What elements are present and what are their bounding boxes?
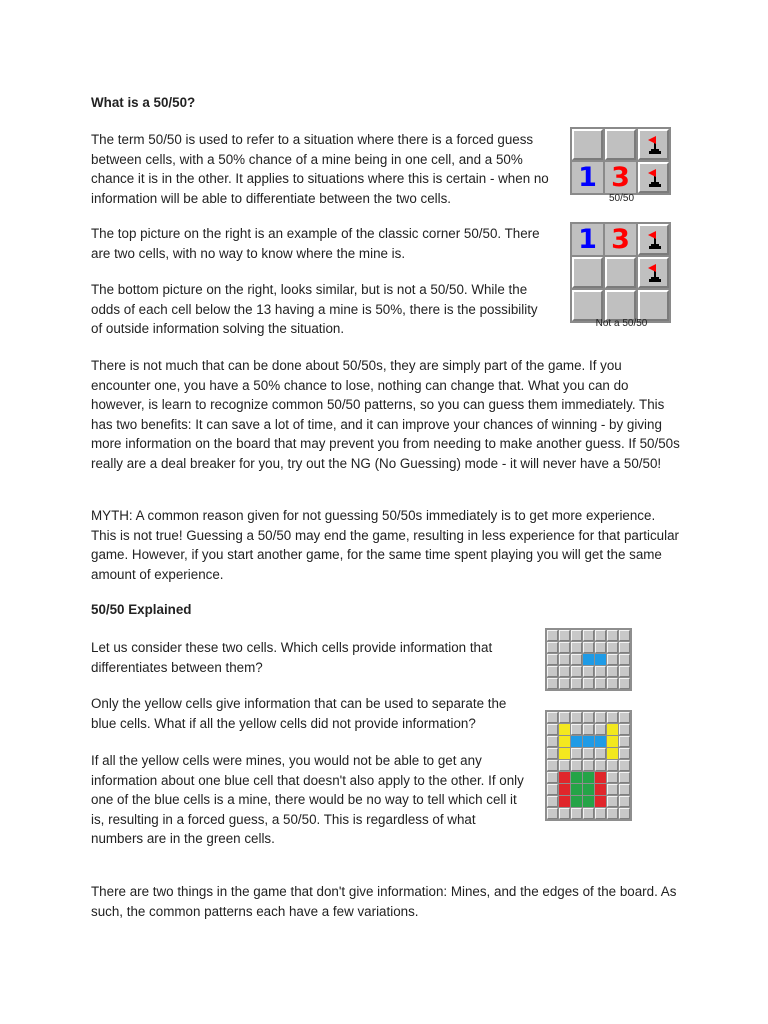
grid-top-cell xyxy=(571,654,582,665)
grid-top-cell xyxy=(595,678,606,689)
grid-bottom-cell-blue xyxy=(571,736,582,747)
grid-bottom-cell-red xyxy=(559,796,570,807)
section-heading-5050-explained: 50/50 Explained xyxy=(91,602,192,617)
grid-bottom-cell xyxy=(595,724,606,735)
grid-bottom-cell-green xyxy=(571,796,582,807)
grid-top-cell-blue xyxy=(595,654,606,665)
grid-top-cell xyxy=(547,642,558,653)
section-heading-what-is-5050: What is a 50/50? xyxy=(91,95,196,110)
fig-bottom-flag-cell xyxy=(638,257,669,288)
fig-bottom-number-3-cell: 3 xyxy=(605,224,636,255)
grid-bottom-cell xyxy=(607,712,618,723)
grid-bottom-cell xyxy=(607,784,618,795)
fig-bottom-unopened-cell xyxy=(605,290,636,321)
grid-bottom-cell xyxy=(595,760,606,771)
grid-top-cell xyxy=(619,666,630,677)
grid-top-cell xyxy=(619,642,630,653)
fig-top-flag-cell xyxy=(638,129,669,160)
grid-top-cell xyxy=(559,654,570,665)
fig-top-flag-cell xyxy=(638,162,669,193)
grid-bottom-cell xyxy=(583,760,594,771)
grid-top-cell xyxy=(559,678,570,689)
grid-bottom-cell-green xyxy=(571,772,582,783)
grid-bottom-cell xyxy=(619,784,630,795)
grid-top-cell xyxy=(607,678,618,689)
grid-bottom-cell-green xyxy=(583,772,594,783)
grid-top-cell xyxy=(559,642,570,653)
grid-bottom-cell xyxy=(607,796,618,807)
fig-top-unopened-cell xyxy=(605,129,636,160)
paragraph-myth: MYTH: A common reason given for not guessing 50/50s immediately is to get more experience. This is not true! Guessing a 50/50 may end the game, resulting in less experience for that particular game. However, if you start another game, for the same time spent playing you will get the same amount of experience. xyxy=(91,508,680,582)
grid-top-cell xyxy=(583,666,594,677)
grid-bottom-cell-green xyxy=(583,796,594,807)
cell-grid-colored-cells xyxy=(545,710,632,821)
grid-bottom-cell xyxy=(583,712,594,723)
cell-grid-two-blue-cells xyxy=(545,628,632,691)
grid-bottom-cell-yellow xyxy=(559,736,570,747)
grid-bottom-cell xyxy=(547,772,558,783)
grid-bottom-cell xyxy=(619,736,630,747)
grid-bottom-cell-yellow xyxy=(607,748,618,759)
grid-top-cell xyxy=(559,666,570,677)
grid-bottom-cell-green xyxy=(583,784,594,795)
grid-bottom-cell xyxy=(571,808,582,819)
fig-top-number-3-cell: 3 xyxy=(605,162,636,193)
grid-bottom-cell-yellow xyxy=(607,736,618,747)
grid-top-cell xyxy=(559,630,570,641)
grid-top-cell xyxy=(595,630,606,641)
grid-top-cell xyxy=(547,654,558,665)
grid-top-cell xyxy=(619,630,630,641)
grid-bottom-cell xyxy=(607,808,618,819)
grid-bottom-cell xyxy=(547,712,558,723)
grid-top-cell xyxy=(583,630,594,641)
grid-bottom-cell xyxy=(583,808,594,819)
grid-bottom-cell xyxy=(619,772,630,783)
paragraph-yellow-cells: Only the yellow cells give information that can be used to separate the blue cells. What if all the yellow cells did not provide information? xyxy=(91,696,507,731)
grid-top-cell xyxy=(547,630,558,641)
grid-top-cell xyxy=(595,642,606,653)
grid-bottom-cell-red xyxy=(595,796,606,807)
grid-top-cell xyxy=(619,678,630,689)
paragraph-consider-two-cells: Let us consider these two cells. Which cells provide information that differentiates between them? xyxy=(91,640,493,675)
grid-top-cell xyxy=(583,678,594,689)
grid-bottom-cell-green xyxy=(571,784,582,795)
grid-bottom-cell xyxy=(571,724,582,735)
grid-bottom-cell xyxy=(619,712,630,723)
grid-bottom-cell xyxy=(583,724,594,735)
flag-icon xyxy=(640,131,667,158)
grid-bottom-cell-red xyxy=(595,772,606,783)
grid-bottom-cell xyxy=(547,736,558,747)
paragraph-definition: The term 50/50 is used to refer to a situation where there is a forced guess between cells, with a 50% chance of a mine being in one cell, and a 50% chance it is in the other. It applies to situations where this is certain - when no information will be able to differentiate between the two cells. xyxy=(91,132,549,206)
grid-bottom-cell xyxy=(619,724,630,735)
grid-bottom-cell xyxy=(559,760,570,771)
minesweeper-figure-not-5050 xyxy=(570,222,671,323)
fig-bottom-number-1-cell: 1 xyxy=(572,224,603,255)
grid-bottom-cell-blue xyxy=(583,736,594,747)
flag-icon xyxy=(640,226,667,253)
grid-top-cell xyxy=(571,678,582,689)
fig-bottom-unopened-cell xyxy=(572,257,603,288)
figure-caption-5050: 50/50 xyxy=(608,193,635,204)
grid-bottom-cell xyxy=(571,748,582,759)
fig-bottom-unopened-cell xyxy=(572,290,603,321)
grid-bottom-cell xyxy=(547,724,558,735)
grid-top-cell xyxy=(607,654,618,665)
grid-top-cell xyxy=(583,642,594,653)
paragraph-top-picture: The top picture on the right is an example of the classic corner 50/50. There are two cells, with no way to know where the mine is. xyxy=(91,226,540,261)
grid-bottom-cell xyxy=(595,712,606,723)
grid-top-cell xyxy=(607,642,618,653)
grid-bottom-cell-red xyxy=(595,784,606,795)
fig-top-number-1-cell: 1 xyxy=(572,162,603,193)
paragraph-all-yellow-mines: If all the yellow cells were mines, you would not be able to get any information about one blue cell that doesn't also apply to the other. If only one of the blue cells is a mine, there would be no way to tell which cell it is, resulting in a forced guess, a 50/50. This is regardless of what numbers are in the green cells. xyxy=(91,753,524,847)
grid-top-cell xyxy=(619,654,630,665)
grid-top-cell xyxy=(571,642,582,653)
flag-icon xyxy=(640,259,667,286)
grid-top-cell xyxy=(547,678,558,689)
grid-bottom-cell xyxy=(547,748,558,759)
grid-top-cell xyxy=(571,630,582,641)
grid-bottom-cell-red xyxy=(559,772,570,783)
grid-bottom-cell xyxy=(607,772,618,783)
grid-top-cell-blue xyxy=(583,654,594,665)
grid-bottom-cell xyxy=(619,748,630,759)
grid-bottom-cell xyxy=(547,784,558,795)
grid-bottom-cell xyxy=(583,748,594,759)
grid-bottom-cell xyxy=(547,760,558,771)
grid-bottom-cell xyxy=(595,808,606,819)
grid-bottom-cell xyxy=(559,712,570,723)
grid-top-cell xyxy=(571,666,582,677)
grid-bottom-cell-yellow xyxy=(559,748,570,759)
grid-bottom-cell-yellow xyxy=(559,724,570,735)
grid-top-cell xyxy=(547,666,558,677)
figure-caption-not-5050: Not a 50/50 xyxy=(595,318,648,329)
grid-bottom-cell xyxy=(619,796,630,807)
paragraph-two-things: There are two things in the game that don't give information: Mines, and the edges of the board. As such, the common patterns each have a few variations. xyxy=(91,884,677,919)
grid-bottom-cell xyxy=(571,712,582,723)
flag-icon xyxy=(640,164,667,191)
grid-bottom-cell xyxy=(571,760,582,771)
fig-bottom-unopened-cell xyxy=(638,290,669,321)
fig-top-unopened-cell xyxy=(572,129,603,160)
grid-bottom-cell-blue xyxy=(595,736,606,747)
grid-bottom-cell xyxy=(547,808,558,819)
grid-bottom-cell-red xyxy=(559,784,570,795)
paragraph-not-much-to-do: There is not much that can be done about 50/50s, they are simply part of the game. If you encounter one, you have a 50% chance to lose, nothing can change that. What you can do however, is learn to recognize common 50/50 patterns, so you can guess them immediately. This has two benefits: It can save a lot of time, and it can improve your chances of winning - by giving more information on the board that may prevent you from needing to make another guess. If 50/50s really are a deal breaker for you, try out the NG (No Guessing) mode - it will never have a 50/50! xyxy=(91,358,680,471)
grid-top-cell xyxy=(607,630,618,641)
grid-top-cell xyxy=(607,666,618,677)
grid-bottom-cell xyxy=(595,748,606,759)
grid-bottom-cell xyxy=(547,796,558,807)
minesweeper-figure-5050 xyxy=(570,127,671,195)
grid-bottom-cell-yellow xyxy=(607,724,618,735)
grid-bottom-cell xyxy=(559,808,570,819)
grid-bottom-cell xyxy=(619,760,630,771)
grid-top-cell xyxy=(595,666,606,677)
paragraph-bottom-picture: The bottom picture on the right, looks similar, but is not a 50/50. While the odds of each cell below the 13 having a mine is 50%, there is the possibility of outside information solving the situation. xyxy=(91,282,538,337)
fig-bottom-flag-cell xyxy=(638,224,669,255)
grid-bottom-cell xyxy=(607,760,618,771)
fig-bottom-unopened-cell xyxy=(605,257,636,288)
grid-bottom-cell xyxy=(619,808,630,819)
